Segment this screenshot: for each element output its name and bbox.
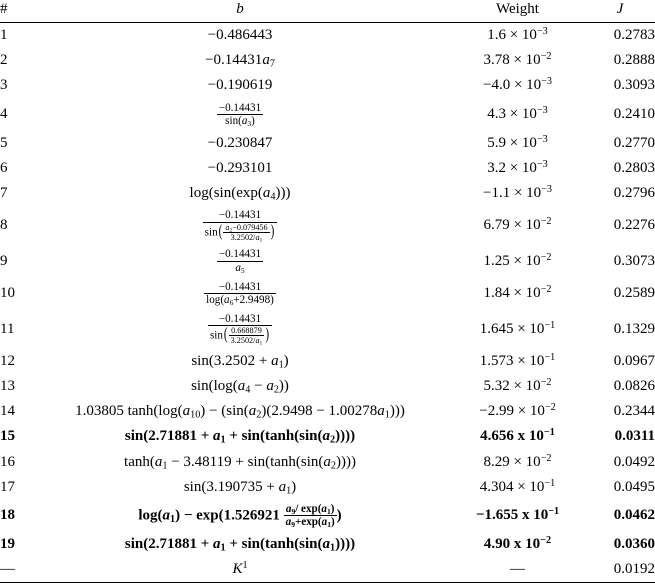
expression-b: $-0.14431a_7$ — [205, 52, 275, 70]
expression-b: $\sin(2.71881 + a_1 + \sin(\tanh(\sin(a_2))))$ — [124, 428, 356, 446]
expression-b: $\log(\sin(\exp(a_4)))$ — [189, 185, 291, 203]
weight-value: $3.2 \times 10^{-3}$ — [487, 158, 548, 176]
row-number: 8 — [0, 217, 8, 234]
expression-b: −0.293101 — [207, 159, 273, 176]
table-row — [0, 23, 655, 49]
table-row — [0, 349, 655, 374]
expression-b: $\tanh(a_1 - 3.48119 + \sin(\tanh(\sin(a_2))))$ — [124, 453, 356, 472]
header-weight: Weight — [450, 0, 585, 23]
j-value: 0.0311 — [614, 428, 655, 445]
header-j: J — [585, 0, 655, 23]
expression-b: $\sin(3.2502 + a_1)$ — [191, 353, 289, 371]
weight-value: $-2.99 \times 10^{-2}$ — [479, 402, 556, 420]
row-number: 10 — [0, 285, 15, 302]
row-number: 12 — [0, 353, 15, 369]
table-row — [0, 206, 655, 245]
expression-b: 1.03805 $\tanh(\log(a_{10}) - (\sin(a_2)(2.9498 - 1.00278a_1)))$ — [75, 403, 405, 421]
table-row — [0, 557, 655, 583]
expression-b: $\sin(2.71881 + a_1 + \sin(\tanh(\sin(a_1))))$ — [124, 535, 356, 554]
j-value: 0.2276 — [613, 217, 655, 234]
j-value: 0.0495 — [613, 478, 655, 495]
table-header — [0, 0, 655, 23]
row-number: 17 — [0, 478, 15, 495]
j-value: 0.0192 — [585, 557, 655, 583]
j-value: 0.3093 — [613, 77, 655, 94]
j-value: 0.2410 — [613, 106, 655, 123]
weight-value: $1.84 \times 10^{-2}$ — [483, 284, 552, 302]
row-number: 3 — [0, 77, 8, 94]
row-number: 7 — [0, 185, 8, 202]
expression-b: −0.486443 — [207, 27, 273, 44]
weight-value: −1.655 x $10^{-1}$ — [475, 506, 560, 524]
expression-b: −0.14431 sin( $\frac{0.668879}{3.2502/a_1}$ ) — [30, 310, 450, 349]
weight-value: $1.645 \times 10^{-1}$ — [479, 319, 556, 337]
table-row — [0, 500, 655, 532]
weight-value: $4.3 \times 10^{-3}$ — [487, 105, 548, 123]
j-value: 0.3073 — [613, 252, 655, 269]
weight-value: $-4.0 \times 10^{-3}$ — [482, 76, 552, 94]
table-row — [0, 424, 655, 449]
weight-value: $8.29 \times 10^{-2}$ — [483, 452, 552, 470]
row-number: 6 — [0, 159, 8, 176]
weight-value: $3.78 \times 10^{-2}$ — [483, 51, 552, 69]
weight-value: $-1.1 \times 10^{-3}$ — [482, 183, 552, 202]
table-row — [0, 156, 655, 181]
row-number: 19 — [0, 535, 15, 552]
expression-b: −0.230847 — [207, 134, 273, 151]
j-value: 0.2796 — [613, 185, 655, 202]
weight-value: $5.9 \times 10^{-3}$ — [487, 133, 548, 151]
expression-b: −0.14431 sin( $\frac{a_2-0.079456}{3.2502/a_1}$ ) — [30, 206, 450, 245]
weight-value: $1.6 \times 10^{-3}$ — [487, 26, 548, 44]
j-value: 0.2888 — [613, 52, 655, 69]
j-value: 0.2803 — [613, 159, 655, 176]
table-row — [0, 474, 655, 499]
row-number: 15 — [0, 428, 15, 445]
expression-b: $\frac{-0.14431}{a_5}$ — [218, 248, 262, 275]
j-value: 0.2770 — [613, 134, 655, 151]
weight-value: 4.90 x $10^{-2}$ — [483, 534, 552, 552]
header-b: b — [30, 0, 450, 23]
header-number: # — [0, 0, 30, 23]
table-row — [0, 48, 655, 73]
row-number: 13 — [0, 378, 15, 395]
j-value: 0.0360 — [613, 535, 655, 552]
j-value: 0.2783 — [613, 27, 655, 44]
row-number: 5 — [0, 134, 8, 151]
row-number: 4 — [0, 106, 8, 123]
table-row — [0, 532, 655, 557]
row-number: 16 — [0, 453, 15, 470]
row-number: 18 — [0, 507, 15, 524]
weight-value: $1.25 \times 10^{-2}$ — [483, 251, 552, 269]
weight-value: $6.79 \times 10^{-2}$ — [483, 216, 552, 234]
weight-value: 4.656 x $10^{-1}$ — [480, 427, 555, 445]
weight-value: — — [450, 557, 585, 583]
table-row — [0, 245, 655, 277]
row-number: 14 — [0, 403, 15, 420]
expression-b: $\frac{-0.14431}{\sin(a_3)}$ — [218, 101, 262, 128]
j-value: 0.2589 — [613, 285, 655, 302]
j-value: 0.0826 — [613, 378, 655, 395]
expression-b: $K^1$ — [30, 557, 450, 583]
j-value: 0.1329 — [613, 320, 655, 337]
row-number: 2 — [0, 52, 8, 69]
j-value: 0.0492 — [613, 453, 655, 470]
table-body — [0, 23, 655, 583]
expression-b: $\sin(3.190735 + a_1)$ — [183, 478, 297, 497]
header-row — [0, 0, 655, 23]
expression-b: −0.190619 — [207, 77, 273, 94]
row-number: — — [0, 557, 30, 583]
table-row — [0, 449, 655, 474]
expression-b: $\log(a_1) - \exp(1.526921$ $\frac{a_9/ \exp(a_1)}{a_9+\exp(a_1)}$ ) — [138, 502, 342, 530]
table-row — [0, 374, 655, 399]
weight-value: $4.304 \times 10^{-1}$ — [479, 477, 556, 495]
table-row — [0, 277, 655, 309]
table-row — [0, 73, 655, 98]
table-row — [0, 181, 655, 206]
expression-b: $\frac{-0.14431}{\log(a_6+2.9498)}$ — [206, 280, 274, 307]
row-number: 9 — [0, 252, 8, 269]
table-row — [0, 310, 655, 349]
row-number: 1 — [0, 27, 8, 44]
j-value: 0.0967 — [613, 353, 655, 369]
table-row — [0, 399, 655, 424]
j-value: 0.2344 — [613, 403, 655, 420]
weight-value: $1.573 \times 10^{-1}$ — [479, 351, 556, 369]
j-value: 0.0462 — [613, 507, 655, 524]
expression-b: $\sin(\log(a_4 - a_2))$ — [191, 378, 289, 396]
row-number: 11 — [0, 320, 15, 337]
table-row — [0, 131, 655, 156]
weight-value: $5.32 \times 10^{-2}$ — [483, 377, 552, 395]
table-row — [0, 98, 655, 130]
